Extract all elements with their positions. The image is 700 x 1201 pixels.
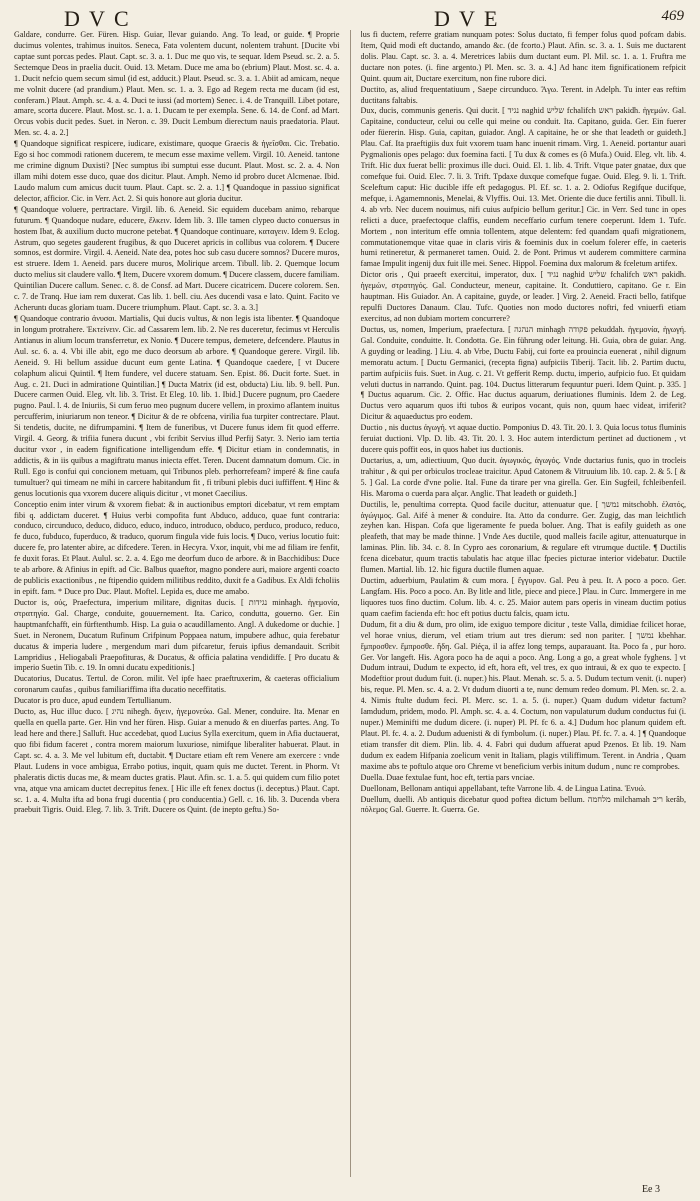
entry-paragraph: Dux, ducis, communis generis. Qui ducit. [ נגיד naghid שליש fchalifch ראש pakidh. ἡγεμών. Gal. Capitaine, conducteur, celui ou celle qui meine ou conduit. Ita. Capitano, guida. Ger. Ein fuerer oder füererin. Hisp. Guia, capitan, guiador. Angl. A capitaine, he or she that leadeth or guideth.] Plau. Caf. Ita praeftigiis dux fuit vxorem tuam hanc inuenit rimam. Virg. 1. Aeneid. portantur auari Pygmalionis opes pelago: dux foemina facti. [ Tu dux & comes es (ô Mufa.) Ouid. Eleg. vlt. lib. 4. Trift. Hic dux fuerat belli: proximus ille duci. Ouid. El. 1. lib. 4. Trift. Vtque pater gnatae, dux que comefque fui. Ouid. Elec. 7. li. 3. Trift. Tpdaxe duxque comefque fugae. Ouid. Eleg. 9. li. 1. Trift. Sceleftum caput: Hic ducible iffe eft pedagogus. Pl. Ef. sc. 1. a. 2. Odiofus Regifque ducifque, mefque, i. Agamemnonis, Menelai, & Vlyffis. Oui. 13. Met. Oriente die duce fertilis anni. Tibull. li. 4. ab vrb. Nec ducem nouimus, nifi cuius aufpicio bellum geritur.] Cic. in Verr. Sed tunc in opes relicti a duce, praefectoque claffis, eundem neceffario curfum tenere coeperunt. Idem 1. Tufc. Mortem , non interitum effe omnia tollentem, atque delentem: fed quandam quafi migrationem, commutationemque vitae quae in claris viris & foeminis dux in coelum folerer effe, in caeteris humi retineretur, & permaneret tamen. Ouid. 2. de Pont. Primus vt auderem committere carmina famae Impulit ingenij dux fuit ille mei. Senec. Hippol. Foemina dux malorum & fceletum artifex. <box>360 106 686 269</box>
entry-paragraph: Duella. Duae fextulae funt, hoc eft, tertia pars vnciae. <box>360 772 535 782</box>
entry-paragraph: Ducatorius, Ducatus. Tertul. de Coron. milit. Vel ipfe haec praeftruxerim, & caeteras officialium coronarum caufas , quibus familiariffima ifta ducatio neceffitatis. <box>14 674 340 695</box>
entry-paragraph: Ductito, as, aliud frequentatiuum , Saepe circunduco. Ἄγω. Terent. in Adelph. Tu inter eas reftim ductitans faltabis. <box>360 84 686 105</box>
entry-paragraph: Ducator is pro duce, apud eundem Tertullianum. <box>14 696 172 706</box>
entry-paragraph: Ductus, us, nomen, Imperium, praefectura. [ הנהגה minhagh פקודה pekuddah. ἡγεμονία, ἡγωγή. Gal. Conduite, conduitte. It. Condotta. Ge. Ein führung oder leitung. Hi. Guia, obra de guiar. Ang. A guyding or leading. ] Liu. 4. ab Vrbe, Ductu Fabij, cui forte ea prouincia euenerat , nihil dignum memoratu actum. [ Ductu Germanici, (recepta figna) aufpiciis Tiberij. Tacit. lib. 2. Partim ductu, partim aufpiciis fuis. Suet. in Aug. c. 21. Vt gefferit Remp. ductu, imperio, aufpicio fuo. Et quidam veluti ductus in narrando. Quint. pag. 104. Ductus litterarum fequuntur pueri. Idem Quint. p. 335. ] ¶ Ductus aquarum. Cic. 2. Offic. Hac ductus aquarum, deriuationes fluminis. Idem 2. de Leg. Ductus vero aquarum quos ifti tubos & euripos vocant, quis non, quum haec videat, irriferit? Dicitur & aquaeductus pro eodem. <box>360 324 686 422</box>
entry-paragraph: Ductio , nis ductus ἀγωγή. vt aquae ductio. Pomponius D. 43. Tit. 20. l. 3. Quia locus totus fluminis feruiat ductioni. Vlp. D. lib. 43. Tit. 20. l. 3. Hoc autem interdictum pertinet ad ductionem , vt ducere quis poffit eos, in quos habet ius ductionis. <box>360 423 686 455</box>
running-head <box>14 6 686 30</box>
running-head-right: D V E <box>434 6 500 31</box>
running-head-left: D V C <box>64 6 131 31</box>
entry-paragraph: lus fi ductem, referre gratiam nunquam potes: Solus ductato, fi femper folus quod pofcam dabis. Item, Quid modi eft ductando, amando &c. (de fcorto.) Plaut. Afin. sc. 3. a. 1. Suis me ductarent dolis. Plau. Capt. sc. 3. a. 4. Meretrices labiis dum ductant eum. Pl. Mil. sc. 1. a. 1. Fruftra me ductare non potes. (i. fine argento.) Pl. Men. sc. 3. a. 4.] Ad hanc item fignificationem refpicit Quint. quum ait, Ductare exercitum, non fine rubore dici. <box>360 30 686 83</box>
entry-paragraph: ¶ Quandoque contrario ἀνυσαι. Martialis, Qui ducis vultus, & non legis ista libenter. ¶ Quandoque in longum protrahere. Ἐκτείνειν. Cic. ad Cassarem lem. lib. 2. Ne res duceretur, fecimus vt Herculis Antianus in alium locum transferretur, ex Nonio. ¶ Ducere tempus, demetere, defcendere. Plautus in Aul. sc. 6. a. 4. Vbi ille abit, ego me duco deorsum ab arbore. ¶ Quandoque gerere. Virgil. lib. Aeneid. 9. Hi bellum assidue ducunt eum gente Latina. ¶ Quandoque caedere, [ vt Ducere colaphum alicui Quintil. ¶ Item fundere, vel ducere statuam. Sen. Epist. 86. Ducit forte. Suet. in Aug. c. 21. Duci in admiratione Quintilian.] ¶ Ducta Matrix (id est, obducta) Liu. lib. 9. bell. Pun. Ducere carmen Ouid. Eleg. vlt. lib. 3. Trist. Et Eleg. 10. lib. 1. Ibid.] Ducere pugnum, pro Caedere pugno. Paul. l. 4. de Iniuriis, Si cum feruo meo pugnum ducere vellem, in proximo aflantem inuitus percufferim, iniuriarum non teneor. ¶ Dicitur & de re obfcena, virilia fua turpiter contrectare. Plaut. Si tendetis, ducite, ne difrumpamini. ¶ Item de funeribus, vt Ducere funus idem fit quod efferre. Virgil. 4. Georg. & trifiia funera ducunt , vbi fcribit Servius illud Perfij Satyr. 3. Nerio iam tertia ducitur vxor , in eadem fignificatione intelligendum effe. ¶ Dicitur etiam in condemnatis, in addictis, & in iis quibus a magiftratu manus iniecta effet. Teren. Ducent damnatum domum. Cic. in Rull. Ego is confui qui concionem metuam, qui Tribunos pleb. perhorrefeam? imperé & fine caufa tumultuer? qui timeam ne mihi in carcere habitandum fit , fi tribuni plebis duci iuffiffent. ¶ Hinc & genus locutionis qua vxorem ducere aliquis dicitur , vt monet Caecilius. <box>14 313 340 498</box>
catchword: Ee 3 <box>641 1184 660 1195</box>
right-column <box>361 30 687 1177</box>
entry-paragraph: Ducto, as, Huc illuc duco. [ נהיג nihegh. ἄγειν, ἡγεμονεύω. Gal. Mener, conduire. Ita. Menar en quella en quella parte. Ger. Hin vnd her füren. Hisp. Guiar a menudo & en diuerfas partes. Ang. To lead here and there.] Salluft. Huc accedebat, quod Lucius Sylla exercitum, quem in Afia ductauerat, quo fibi fidum faceret , contra morem maiorum luxuriose, nimifque liberaliter habuerat. Plaut. in Capt. sc. 4. a. 3. Me vel lubitum eft, ductabit. ¶ Ductare etiam eft rem Venere am exercere : vnde Plaut. Ludens in voce ambigua, Errabo potius, inquit, quam quis me ductet. Terent. in Phorm. Vt phaleratis dictis ducas me, & meam ductes gratis. Plaut. Afin. sc. 1. a. 5. qui quidem cum filio potet vna, atque vna amicam ductet decrepitus fenex. [ Hic ille eft fenex doctus (i. deceptus.) Plaut. Capt. sc. 1. a. 4. Multa ifta ad bona frugi ducentia ( pro conducentia.) Gell. c. 16. lib. 3. Ducenda vbera praebuit Tigris. Ouid. Eleg. 7. lib. 3. Trift. Ducere os Quint. (de inepto geftu.) So- <box>14 707 340 815</box>
left-column <box>14 30 340 1177</box>
page-number: 469 <box>661 8 684 24</box>
entry-paragraph: Ductilis, le, penultima correpta. Quod facile ducitur, attenuatur que. [ נמשך mitschobh. ἐλατός, ἀγώγιμος. Gal. Aifé à mener & conduire. Ita. Atto da condurre. Ger. Zugig, das man leichtlich zeyhen kan. Hispan. Cofa que ligeramente fe pueda boluer. Ang. That is eafily guideth as one pleafeth, that may be made thinne. ] Vnde Aes ductile, quod malleis facile agitur, attenuaturque in laminas. Plin. lib. 34. c. 8. In Cypro aes coronarium, & regulare eft vtrumque ductile. ¶ Ductilis fcena dicebatur, quum tractis tabulatis hac atque illac fpecies picturae interior videbatur. Ductile flumen. Martial. lib. 12. hic figura ductile flumen aquae. <box>360 499 686 575</box>
entry-paragraph: Dictor oris , Qui praeeft exercitui, imperator, dux. [ נגיד naghid שליש fchalifch ראש pakidh. ἡγεμών, στρατηγός. Gal. Conducteur, meneur, capitaine. It. Conduttiero, capitano. Ge r. Ein hauptman. His Guiador. An. A capitaine, guyde, or leader. ] Virg. 2. Aeneid. Fracti bello, fatifque repulfi Ductores Danaum. Clau. Tufc. Quoties non modo ductores noftri, fed vniuerfi etiam exercitus, ad non dubiam mortem concurrere? <box>360 270 686 323</box>
entry-paragraph: Duellonam, Bellonam antiqui appellabant, tefte Varrone lib. 4. de Lingua Latina. Ἐνυώ. <box>360 783 646 793</box>
entry-paragraph: Quintilian Ducere callum. Senec. c. 8. de Consf. ad Mart. Ducere cicatricem. Ducere colorem. Sen. c. 7. de Tranq. Hue iam rem duxerat. Cas lib. 1. bell. ciu. Aes ducendi vasa e lato. Quint. Facito ve Acheruntı ducas gloriam tuam. Ducere triumphum. Plaut. Capt. sc. 3. a. 3.] <box>14 281 340 313</box>
entry-paragraph: Ductor is, οὐς, Praefectura, imperium militare, dignitas ducis. [ נגידות minhagh. ἡγεμονία, στρατηγία. Gal. Charge, conduite, gouuernement. Ita. Carico, condutta, gouerno. Ger. Ein hauptmanfchafft, ein fürftenthumb. Hisp. La guia o acaudillamento. Angl. A dukedome or duchie. ] Suet. in Neronem, Ducatum Rufinum Crifpinum Poppaea natum, impubere adhuc, quia ferebatur ducatus & imperia ludere , mergendum mari dum pifcaretur, feruis ipfius demandauit. Scribit Lampridius , Heliogabali Praepofituras, & Ducatus, & officia palatina vendidiffe. [ Pro ducatu & imperio Suetin Tib. c. 19. In omni ducatu expeditionis.] <box>14 597 340 673</box>
entry-paragraph: Duellum, duelli. Ab antiquis dicebatur quod poftea dictum bellum. מלחמה milchamah ריב kerâb, πόλεμος Gal. Guerre. It. Guerra. Ge. <box>360 794 686 815</box>
entry-paragraph: Dudum, fit a diu & dum, pro olim, ide exiguo tempore dicitur , teste Valla, dimidiae fcilicet horae, vel horae vnius, dierum, vel etiam trium aut tres dierum: sed non pariter. [ נמשך kbehhar. ἔμπροσθεν. ἔμπροσθε. ἤδη. Gal. Piéça, il ia affez long temps, auparauant. Ita. Poco fa , pur horo. Ger. Vor langeft. His. Agora poco ha de aqui a poco. Ang. Long a go, a great whole fyghens. ] vt Dudum intraui, Dudum te expecto, id eft, hora eft, vel tres, ex quo intraui, & ex quo te expecto. [ Modeftior prout dudum fuit. (i. nuper.) his. Plaut. Menah. sc. 5. a. 5. Dudum tectum venit. (i. nuper) bis, reque. Pl. Men. sc. 4. a. 2. Vt dudum diuorti a te, nunc demum redeo domum. Pl. Men. sc. 2. a. 4. Nimis ftulte dudum feci. Pl. Merc. sc. 1. a. 5. (i. nuper.) Quam dudum videtur factum? Iamdudum, pridem, modo. Pl. Amph. sc. 4. a. 4. Coctum, non vapulaturum dudum conductus fui (i. nuper.) Meminifti me dudum dicere. (i. nuper) Pl. Pf. fc 6. a. 4.] Dudum hoc planum quidem eft. Plaut. Pl. fc. 4. a. 2. Dudum aduenisti & di fymbolum. (i. nuper.) Plau. Pf. fc. 7. a. 4. ] ¶ Quandoque etiam transfer dit diem. Plin. lib. 4. 4. Fabri qui dudum affuerat apud Pzenos. Et lib. 19. Nam dudum ex eadem Hifpania zoelicum venit in Italiam, plagis vtiliffimum. Terent. in Andria , Quam maxime abs te poftulo atque oro Chreme vt beneficium verbis initum dudum , nunc re comprobes. <box>360 619 686 771</box>
entry-paragraph: ¶ Quandoque significat respicere, iudicare, existimare, quoque Graecis & ἡγεῖσθαι. Cic. Trebatio. Ego si hoc commodi rationem ducerem, te mecum esse maxime vellem. Virgil. 10. Aeneid. tantone me crimine dignum Duxisti? [Nec sumptus ibi sumptui esse ducunt. Plaut. Most. sc. 2. a. 4. Non illam mihi dotem esse duco, quae dos dicitur. Plaut. Amph. Nemo id probro ducet Alcmenae. Ibid. Laudo malum cum amicus ducit tuum. Plaut. Capt. sc. 2. a. 1.] ¶ Quandoque in passiuo significat delector, afficior. Cic. in Verr. Act. 2. Si quis honore aut gloria ducitur. <box>14 139 340 203</box>
column-divider <box>350 30 351 1177</box>
entry-paragraph: Conceptio enim inter virum & vxorem fiebat: & in auctionibus emptori dicebatur, vt rem emptam fibi q. addictam duceret. ¶ Huius verbi compofita funt Abduco, adduco, quae funt contraria: conduco, circunduco, deduco, diduco, educo, induco, introduco, obduco, perduco, produco, reduco, fe duco, fubduco, fuperduco, & traduco, quorum fingula vide fuis locis. ¶ Duco, verius locutio fuit: ducere fe, pro latenter abire, ac difcedere. Teren. in Hecyra. Vxor, inquit, vbi me ad filiam ire fenfit, fe duxit foras. Et Plaut. Aulul. sc. 2. a. 4. Ego me deorfum duco de arbore. & in Bacchidibus: Duce te ab arbore. & Afinius in epift. ad Cic. Balbus quaeftor, magno pondere auri, maiore argenti coacto de publicis exactionibus , ne ftipendio quidem militibus reddito, duxit fe a Gadibus. Ex Aldi fcholiis in epift. fam. * Duce pro Duc. Plaut. Moftel. Lepida es, duce me amabo. <box>14 499 340 597</box>
entry-paragraph: ¶ Quandoque voluere, pertractare. Virgil. lib. 6. Aeneid. Sic equidem ducebam animo, rebarque futurum. ¶ Quandoque nudare, educere, ἕλκειν. Idem lib. 3. Ille tamen clypeo ducto conuersus in hostem Ibat, & auxilium ducto mucrone petebat. ¶ Quandoque continuare, καταγειν. Idem 9. Eclog. Astrum, quo segetes gauderent frugibus, & quo Duceret apricis in collibus vua colorem. ¶ Ducere somnos, est dormire. Virgil. 4. Aeneid. Nate dea, potes hoc sub casu ducere somnos? Ducere muros, est struere. Idem 1. Aeneid. pars ducere muros, Molirique arcem. Tibull. lib. 2. Quemque locum ducto melius sit claudere vallo. ¶ Item, Ducere vxorem domum. ¶ Ducere classem, ducere familiam. <box>14 204 340 280</box>
entry-paragraph: Galdare, condurre. Ger. Füren. Hisp. Guiar, llevar guiando. Ang. To lead, or guide. ¶ Proprie ducimus volentes, trahimus inuitos. Seneca, Fata volentem ducunt, nolentem trahunt. [Ducite vbi captae sunt porcas pedes. Plaut. Capt. sc. 3. a. 1. Duc me quo vis, te sequar. Idem Pseud. sc. 2. a. 5. Sectemque Deos in praelia ducit. Ouid. 13. Metam. Duce me ama bo (ebrium) Plaut. Most. sc. 4. a. 1. Ducit nefcio quem secum simul (id est, adducit.) Plaut. Pseud. sc. 3. a. 1. Abiit ad amicam, neque me volnit ducere (ad prandium.) Plaut. Men. sc. 1. a. 3. Ego ad Regem recta me ducam (id est, conferam.) Plaut. Amph. sc. 4. a. 4. Duci te iussi (ad mortem) Senec. i. 4. de Tranquill. Libet potare, amare, scorta ducere. Plaut. Most. sc. 1. a. 1. Ducam te per exempla. Sene. 6. 14. de Conf. ad Mart. Orcus vobis ducit pedes. Suet. in Neron. c. 39. Ducit Lembum dierectum nauis praedatoria. Plaut. Men. sc. 4. a. 2.] <box>14 30 340 138</box>
text-columns <box>14 30 686 1177</box>
entry-paragraph: Ductarius, a, um, adiectiuum, Quo ducit. ἀγωγικός, ἀγωγός. Vnde ductarius funis, quo in trocleis trahitur , & qui per orbiculos trocleae traicitur. Apud Catonem & Vitruuium lib. 10. cap. 2. & 5. [ & 5. ] Gal. La corde d'vne polie. Ital. Fune da tirare per vna girella. Ger. Ein Sugfeil, fchleibenfeil. His. Maroma o cuerda para alçar. Anglic. That leadeth or guideth.] <box>360 455 686 498</box>
entry-paragraph: Ductim, aduerbium, Paulatim & cum mora. [ ἔγγυρον. Gal. Peu à peu. It. A poco a poco. Ger. Langfam. His. Poco a poco. An. By litle and litle, piece and piece.] Plau. in Curc. Immergere in me liquores tuos fino ductim. Colum. lib. 4. c. 25. Maior autem pars operis in vineam ductim potius quam caefim facienda eft: hoc eft potius ductu falcis, quam ictu. <box>360 576 686 618</box>
